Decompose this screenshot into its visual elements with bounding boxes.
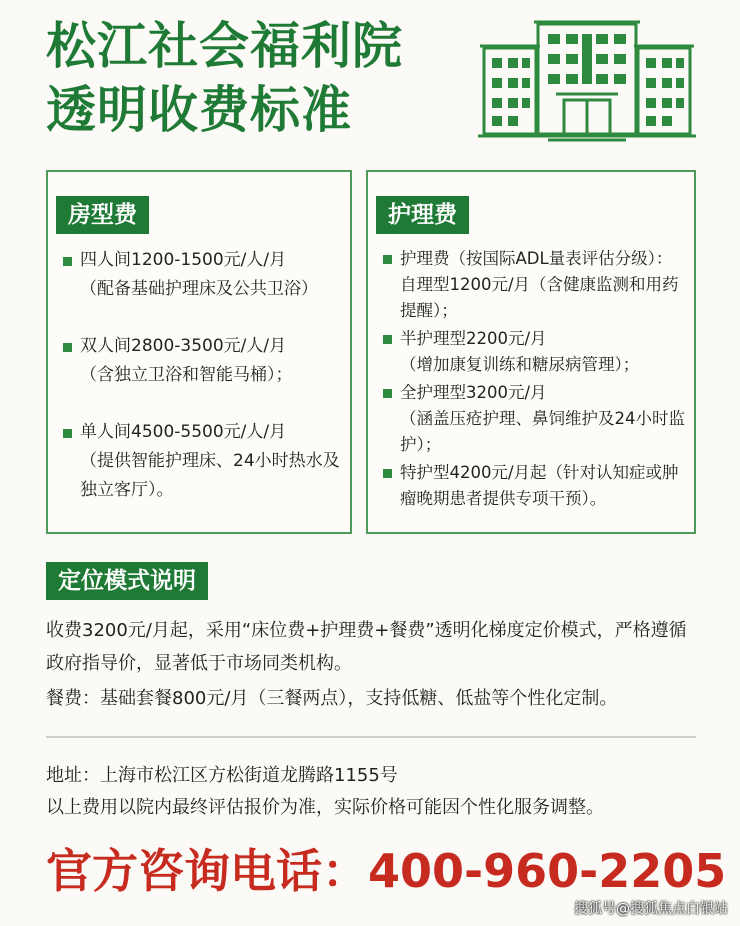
title-line-2: 透明收费标准 [46,81,352,139]
item-sub: （提供智能护理床、24小时热水及独立客厅）。 [80,451,340,500]
list-item [382,460,686,512]
item-main: 特护型4200元/月起（针对认知症或肿瘤晚期患者提供专项干预）。 [400,463,679,508]
room-fee-tag: 房型费 [56,196,149,234]
item-main: 全护理型3200元/月 [400,383,547,402]
item-main: 双人间2800-3500元/人/月 [80,336,287,356]
list-item [382,380,686,458]
care-fee-list [382,246,686,514]
list-item [382,326,686,378]
page-title [46,14,403,142]
list-item [62,246,342,304]
item-main: 护理费（按国际ADL量表评估分级）： [400,249,673,268]
pricing-section-tag: 定位模式说明 [46,562,208,600]
room-fee-list [62,246,342,533]
title-line-1: 松江社会福利院 [46,17,403,75]
building-icon [478,18,696,142]
care-fee-tag: 护理费 [376,196,469,234]
list-item [62,418,342,505]
address: 地址：上海市松江区方松街道龙腾路1155号 [46,765,398,786]
item-sub: （含独立卫浴和智能马桶）； [80,365,293,385]
item-sub: （配备基础护理床及公共卫浴） [80,279,318,299]
item-sub: 自理型1200元/月（含健康监测和用药提醒）； [400,275,679,320]
pricing-note: 以上费用以院内最终评估报价为准，实际价格可能因个性化服务调整。 [46,797,604,818]
item-main: 半护理型2200元/月 [400,329,547,348]
care-fee-card [366,170,696,534]
item-sub: （涵盖压疮护理、鼻饲维护及24小时监护）； [400,409,685,454]
item-main: 单人间4500-5500元/人/月 [80,422,287,442]
pricing-paragraph: 收费3200元/月起，采用“床位费+护理费+餐费”透明化梯度定价模式，严格遵循政府指导价，显著低于市场同类机构。 [46,620,687,674]
list-item [382,246,686,324]
list-item [62,332,342,390]
hotline: 官方咨询电话：400-960-2205 [46,844,727,898]
divider [46,736,696,738]
item-sub: （增加康复训练和糖尿病管理）； [400,355,640,374]
watermark: 搜狐号@搜狐焦点白银站 [574,901,728,917]
room-fee-card [46,170,352,534]
meal-fee-paragraph: 餐费：基础套餐800元/月（三餐两点），支持低糖、低盐等个性化定制。 [46,688,618,709]
item-main: 四人间1200-1500元/人/月 [80,250,287,270]
